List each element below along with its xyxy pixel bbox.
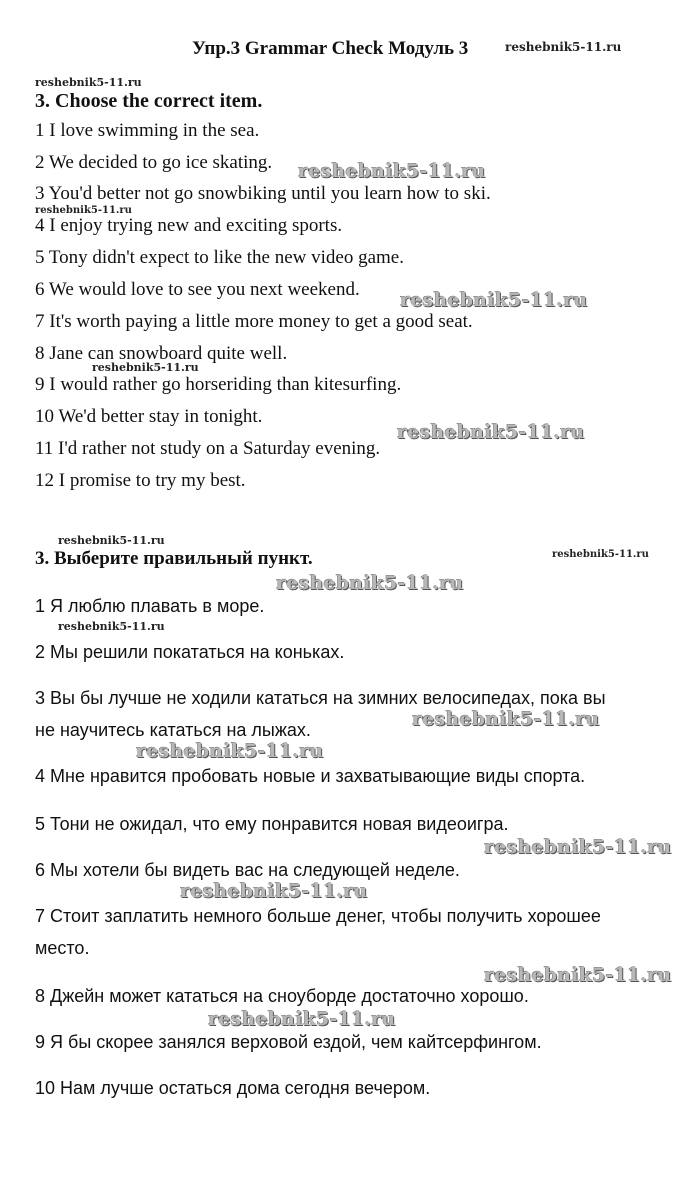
english-item: 8 Jane can snowboard quite well. — [35, 343, 288, 364]
russian-item: 2 Мы решили покататься на коньках. — [35, 642, 345, 662]
watermark: reshebnik5-11.ru — [136, 740, 324, 762]
watermark: reshebnik5-11.ru — [400, 289, 588, 311]
watermark: reshebnik5-11.ru — [412, 708, 600, 730]
header-watermark: reshebnik5-11.ru — [505, 40, 622, 54]
english-item: 2 We decided to go ice skating. — [35, 152, 273, 173]
english-item: 6 We would love to see you next weekend. — [35, 279, 360, 300]
watermark: reshebnik5-11.ru — [484, 964, 672, 986]
russian-heading: 3. Выберите правильный пункт. — [35, 548, 313, 569]
english-item: 10 We'd better stay in tonight. — [35, 406, 263, 427]
watermark-small: reshebnik5-11.ru — [35, 76, 142, 89]
russian-item: 8 Джейн может кататься на сноуборде достаточно хорошо. — [35, 986, 529, 1006]
watermark-small: reshebnik5-11.ru — [552, 549, 649, 560]
english-item: 5 Tony didn't expect to like the new video game. — [35, 247, 404, 268]
russian-item: 4 Мне нравится пробовать новые и захватывающие виды спорта. — [35, 766, 586, 786]
english-item: 1 I love swimming in the sea. — [35, 120, 260, 141]
russian-item: 6 Мы хотели бы видеть вас на следующей неделе. — [35, 860, 460, 880]
watermark: reshebnik5-11.ru — [484, 836, 672, 858]
watermark-small: reshebnik5-11.ru — [35, 205, 132, 216]
watermark: reshebnik5-11.ru — [208, 1008, 396, 1030]
russian-item: 1 Я люблю плавать в море. — [35, 596, 265, 616]
russian-item: 7 Стоит заплатить немного больше денег, чтобы получить хорошее — [35, 906, 601, 926]
russian-item: 3 Вы бы лучше не ходили кататься на зимних велосипедах, пока вы — [35, 688, 606, 708]
watermark: reshebnik5-11.ru — [397, 421, 585, 443]
watermark-small: reshebnik5-11.ru — [58, 620, 165, 633]
english-heading: 3. Choose the correct item. — [35, 90, 263, 112]
english-item: 11 I'd rather not study on a Saturday evening. — [35, 438, 381, 459]
english-item: 3 You'd better not go snowbiking until you learn how to ski. — [35, 183, 491, 204]
russian-item: 9 Я бы скорее занялся верховой ездой, чем кайтсерфингом. — [35, 1032, 542, 1052]
watermark: reshebnik5-11.ru — [180, 880, 368, 902]
russian-item: место. — [35, 938, 90, 958]
english-item: 7 It's worth paying a little more money to get a good seat. — [35, 311, 473, 332]
watermark-small: reshebnik5-11.ru — [92, 361, 199, 374]
english-item: 4 I enjoy trying new and exciting sports. — [35, 215, 343, 236]
russian-item: не научитесь кататься на лыжах. — [35, 720, 311, 740]
english-item: 12 I promise to try my best. — [35, 470, 246, 491]
watermark: reshebnik5-11.ru — [276, 572, 464, 594]
watermark: reshebnik5-11.ru — [298, 160, 486, 182]
russian-item: 5 Тони не ожидал, что ему понравится новая видеоигра. — [35, 814, 509, 834]
page-title: Упр.3 Grammar Check Модуль 3 — [192, 38, 469, 59]
english-item: 9 I would rather go horseriding than kitesurfing. — [35, 374, 402, 395]
watermark-small: reshebnik5-11.ru — [58, 534, 165, 547]
russian-item: 10 Нам лучше остаться дома сегодня вечером. — [35, 1078, 431, 1098]
